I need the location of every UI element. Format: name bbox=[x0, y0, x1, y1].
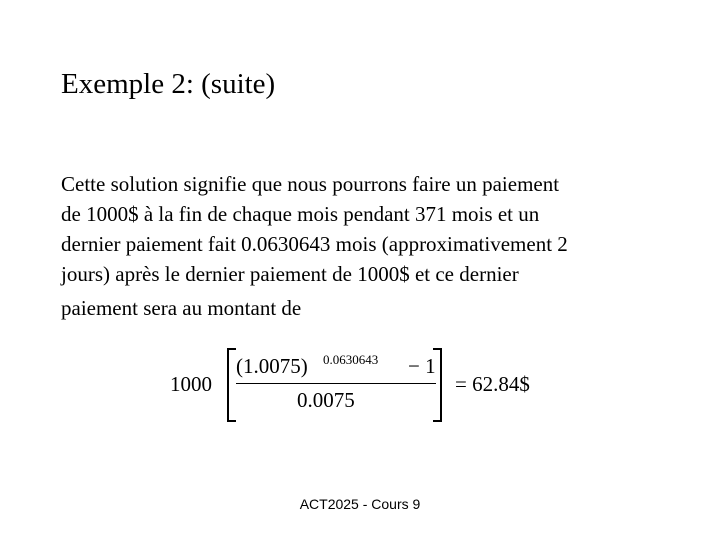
formula-exponent: 0.0630643 bbox=[323, 352, 379, 367]
formula-denominator: 0.0075 bbox=[297, 388, 355, 412]
body-line: paiement sera au montant de bbox=[61, 296, 302, 320]
body-line: jours) après le dernier paiement de 1000$ et ce dernier bbox=[61, 262, 519, 286]
formula-numerator-base: (1.0075) bbox=[236, 354, 308, 378]
left-bracket-stem bbox=[227, 348, 229, 422]
slide-title: Exemple 2: (suite) bbox=[61, 68, 276, 100]
right-bracket-stem bbox=[440, 348, 442, 422]
left-bracket-bottom bbox=[227, 420, 236, 422]
right-bracket-bottom bbox=[433, 420, 442, 422]
formula-result: = 62.84$ bbox=[455, 372, 530, 396]
body-line: dernier paiement fait 0.0630643 mois (approximativement 2 bbox=[61, 232, 568, 256]
body-line: Cette solution signifie que nous pourrons faire un paiement bbox=[61, 172, 560, 196]
formula-coefficient: 1000 bbox=[170, 372, 212, 396]
right-bracket-top bbox=[433, 348, 442, 350]
annuity-formula bbox=[170, 340, 560, 430]
formula-numerator-minus: − 1 bbox=[408, 354, 436, 378]
fraction-bar bbox=[236, 383, 436, 384]
body-line: de 1000$ à la fin de chaque mois pendant 371 mois et un bbox=[61, 202, 540, 226]
left-bracket-top bbox=[227, 348, 236, 350]
slide-body bbox=[61, 169, 661, 323]
slide-footer: ACT2025 - Cours 9 bbox=[299, 496, 421, 512]
